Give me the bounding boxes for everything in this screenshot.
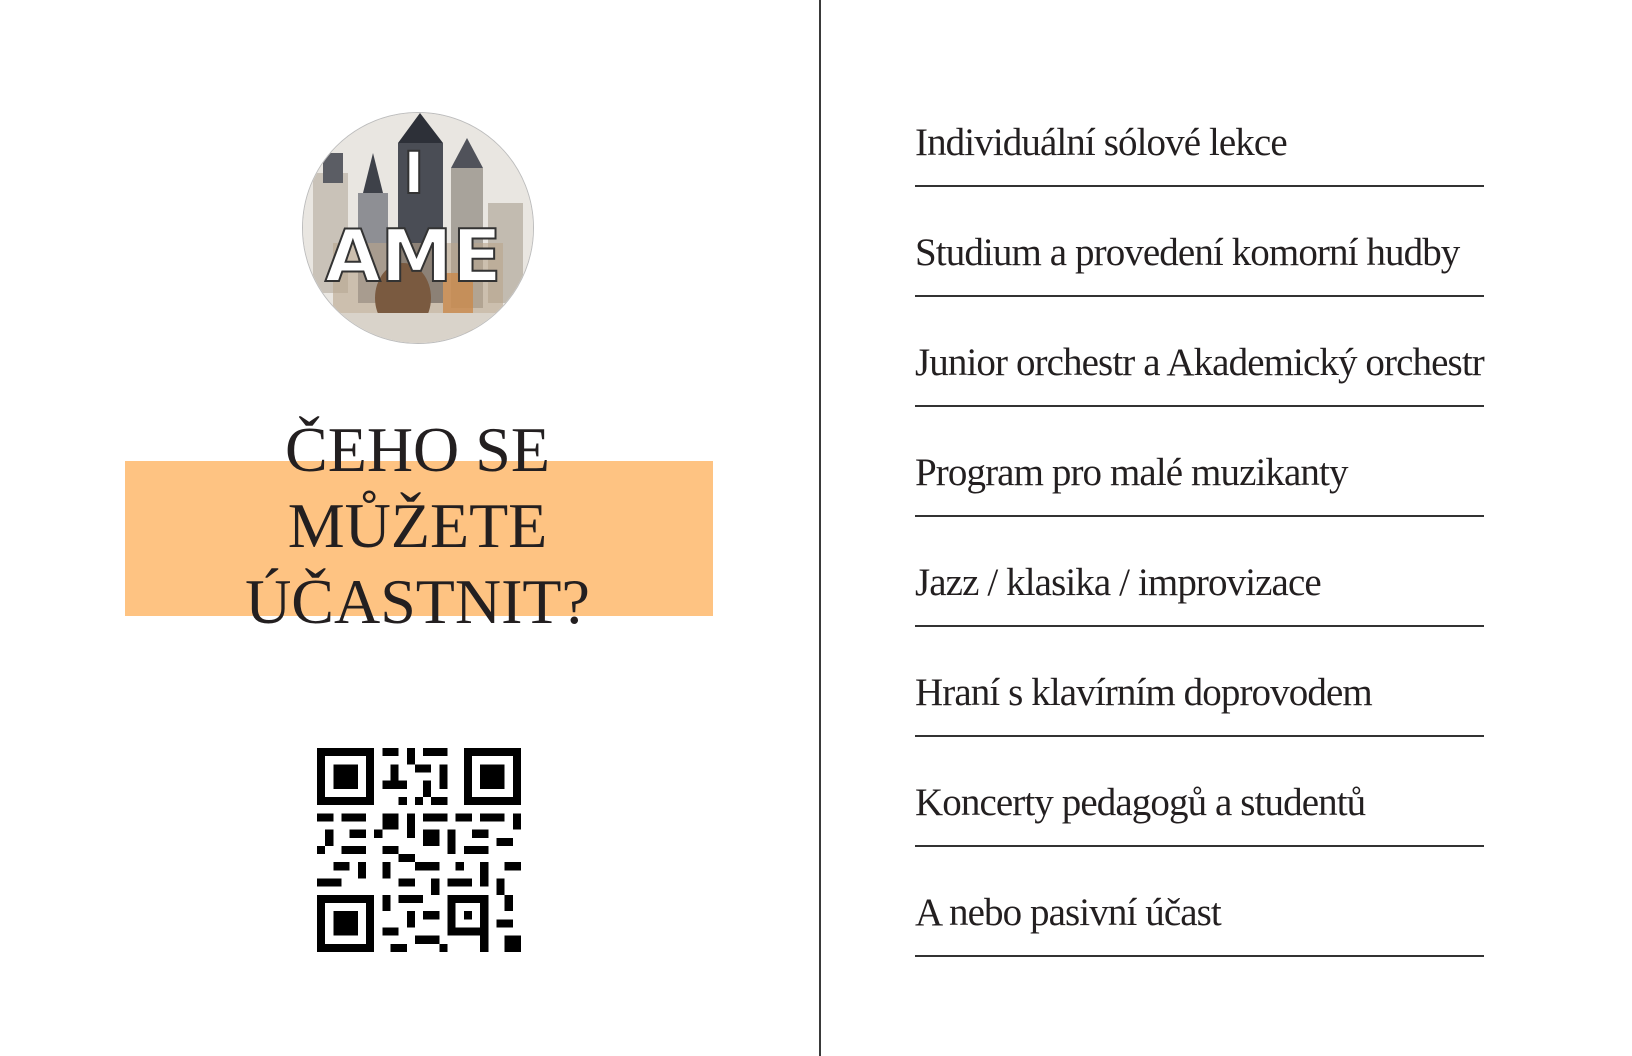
panel-divider [819, 0, 821, 1056]
offer-list [905, 110, 1545, 990]
list-item [905, 770, 1545, 880]
iame-logo [302, 112, 534, 344]
list-item [905, 880, 1545, 990]
divider-line [915, 735, 1484, 737]
divider-line [915, 515, 1484, 517]
list-item [905, 330, 1545, 440]
offer-label: Individuální sólové lekce [915, 121, 1287, 164]
offer-label: Koncerty pedagogů a studentů [915, 781, 1366, 824]
qr-code[interactable] [317, 748, 521, 952]
list-item [905, 550, 1545, 660]
offer-label: Junior orchestr a Akademický orchestr [915, 341, 1484, 384]
page-heading [150, 412, 685, 640]
divider-line [915, 625, 1484, 627]
heading-line-3: ÚČASTNIT? [245, 566, 590, 637]
offer-label: Hraní s klavírním doprovodem [915, 671, 1372, 714]
svg-text:AME: AME [325, 214, 502, 298]
offer-label: A nebo pasivní účast [915, 891, 1221, 934]
heading-line-1: ČEHO SE [285, 414, 550, 485]
svg-text:I: I [403, 139, 425, 207]
list-item [905, 220, 1545, 330]
divider-line [915, 185, 1484, 187]
divider-line [915, 845, 1484, 847]
divider-line [915, 405, 1484, 407]
heading-line-2: MŮŽETE [287, 490, 548, 561]
list-item [905, 660, 1545, 770]
offer-label: Jazz / klasika / improvizace [915, 561, 1321, 604]
offer-label: Program pro malé muzikanty [915, 451, 1348, 494]
divider-line [915, 955, 1484, 957]
offer-label: Studium a provedení komorní hudby [915, 231, 1460, 274]
list-item [905, 110, 1545, 220]
divider-line [915, 295, 1484, 297]
list-item [905, 440, 1545, 550]
